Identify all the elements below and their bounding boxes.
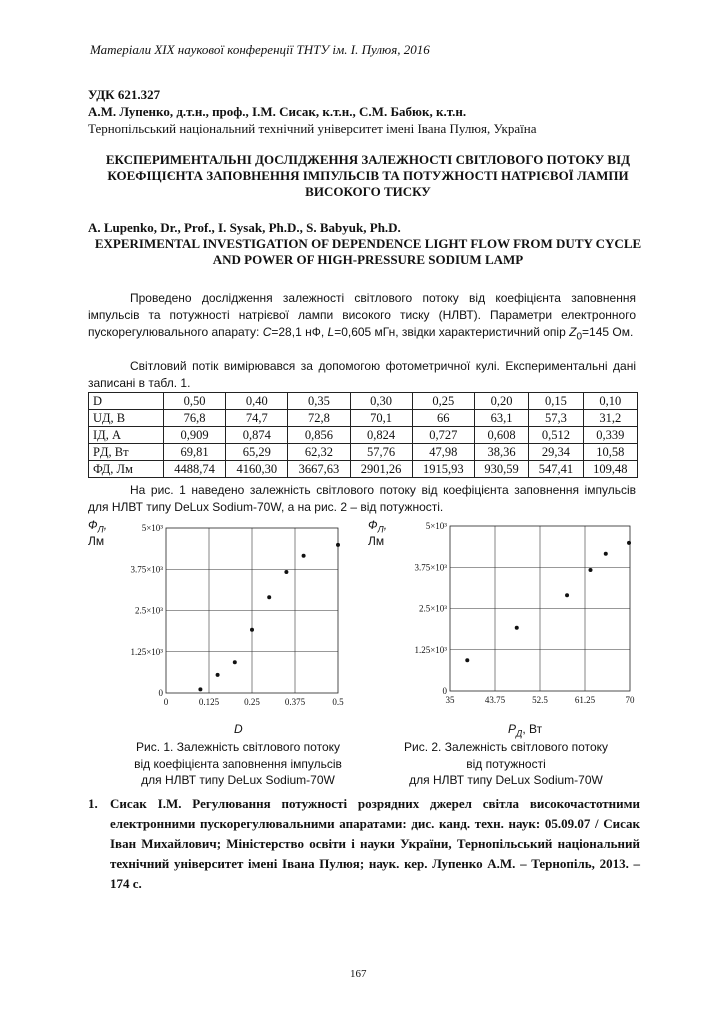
fig2-caption: [376, 739, 636, 789]
table-row: [89, 393, 638, 410]
fig2-caption-line: для НЛВТ типу DeLux Sodium-70W: [409, 773, 603, 787]
table-row: [89, 410, 638, 427]
data-point: [267, 595, 271, 599]
data-point: [233, 660, 237, 664]
table-row-label: PД, Вт: [89, 444, 164, 461]
table-cell: 66: [412, 410, 474, 427]
table-cell: 1915,93: [412, 461, 474, 478]
table-cell: 29,34: [529, 444, 583, 461]
table-cell: 57,3: [529, 410, 583, 427]
data-point: [284, 570, 288, 574]
table-row-label: D: [89, 393, 164, 410]
table-cell: 31,2: [583, 410, 637, 427]
y-tick-label: 1.25×10³: [414, 644, 447, 655]
fig2-y-label: $Ф_Л$, Лм: [368, 518, 388, 549]
x-tick-label: 61.25: [574, 695, 596, 705]
fig1-caption: [108, 739, 368, 789]
para2-text: Світловий потік вимірювався за допомогою фотометричної кулі. Експериментальні дані записані в табл. 1.: [88, 359, 636, 390]
table-cell: 0,10: [583, 393, 637, 410]
reference-number: 1.: [88, 796, 98, 811]
data-point: [336, 543, 340, 547]
x-tick-label: 0.375: [284, 697, 306, 707]
x-tick-label: 0.5: [332, 697, 344, 707]
table-row-label: ФД, Лм: [89, 461, 164, 478]
table-cell: 0,20: [474, 393, 528, 410]
table-cell: 57,76: [350, 444, 412, 461]
table-cell: 0,824: [350, 427, 412, 444]
table-cell: 10,58: [583, 444, 637, 461]
para1-text-c: =0,605 мГн, звідки характеристичний опір: [334, 325, 570, 339]
table-cell: 62,32: [288, 444, 350, 461]
table-cell: 547,41: [529, 461, 583, 478]
fig1-x-label: D: [234, 722, 243, 736]
table-cell: 0,727: [412, 427, 474, 444]
z-symbol: Z: [569, 325, 577, 339]
x-tick-label: 35: [445, 695, 455, 705]
table-row-label: IД, А: [89, 427, 164, 444]
data-point: [589, 568, 593, 572]
y-tick-label: 2.5×10³: [418, 603, 447, 614]
x-tick-label: 70: [625, 695, 635, 705]
y-tick-label: 5×10³: [141, 523, 163, 533]
y-tick-label: 1.25×10³: [130, 646, 163, 657]
y-tick-label: 0: [442, 686, 447, 696]
table-cell: 0,35: [288, 393, 350, 410]
table-row: [89, 427, 638, 444]
table-cell: 0,608: [474, 427, 528, 444]
y-tick-label: 0: [158, 688, 163, 698]
data-point: [302, 554, 306, 558]
table-cell: 0,30: [350, 393, 412, 410]
y-tick-label: 5×10³: [425, 521, 447, 531]
fig1-caption-line: від коефіцієнта заповнення імпульсів: [134, 756, 342, 771]
para1-text-d: =145 Ом.: [582, 325, 634, 339]
fig1-chart: [110, 516, 360, 716]
y-tick-label: 3.75×10³: [130, 564, 163, 575]
table-cell: 4488,74: [164, 461, 226, 478]
x-tick-label: 0.25: [244, 697, 260, 707]
table-cell: 0,512: [529, 427, 583, 444]
x-tick-label: 52.5: [532, 695, 548, 705]
authors-ukrainian: А.М. Лупенко, д.т.н., проф., І.М. Сисак, к.т.н., С.М. Бабюк, к.т.н.: [88, 104, 467, 119]
page-number: 167: [350, 968, 367, 980]
table-cell: 76,8: [164, 410, 226, 427]
table-row: [89, 461, 638, 478]
paragraph-measurement: [88, 358, 636, 392]
reference-item: [88, 794, 640, 894]
table-cell: 70,1: [350, 410, 412, 427]
data-point: [515, 626, 519, 630]
table-cell: 0,874: [226, 427, 288, 444]
x-tick-label: 43.75: [484, 695, 506, 705]
table-cell: 2901,26: [350, 461, 412, 478]
table-cell: 38,36: [474, 444, 528, 461]
table-cell: 0,15: [529, 393, 583, 410]
table-cell: 0,40: [226, 393, 288, 410]
para1-text-b: =28,1 нФ,: [271, 325, 328, 339]
title-english: EXPERIMENTAL INVESTIGATION OF DEPENDENCE LIGHT FLOW FROM DUTY CYCLE AND POWER OF HIGH-PRESSURE SODIUM LAMP: [94, 236, 642, 267]
paragraph-figures: [88, 482, 636, 516]
fig1-caption-line: для НЛВТ типу DeLux Sodium-70W: [141, 773, 335, 787]
data-point: [565, 593, 569, 597]
z-subscript: 0: [576, 331, 583, 343]
data-point: [604, 552, 608, 556]
table-cell: 930,59: [474, 461, 528, 478]
title-ukrainian: ЕКСПЕРИМЕНТАЛЬНІ ДОСЛІДЖЕННЯ ЗАЛЕЖНОСТІ СВІТЛОВОГО ПОТОКУ ВІД КОЕФІЦІЄНТА ЗАПОВНЕННЯ ІМПУЛЬСІВ ТА ПОТУЖНОСТІ НАТРІЄВОЇ ЛАМПИ ВИСОКОГО ТИСКУ: [105, 152, 631, 199]
authors-english: A. Lupenko, Dr., Prof., I. Sysak, Ph.D., S. Babyuk, Ph.D.: [88, 220, 401, 235]
table-cell: 4160,30: [226, 461, 288, 478]
affiliation: Тернопільський національний технічний університет імені Івана Пулюя, Україна: [88, 121, 537, 136]
udk-code: УДК 621.327: [88, 87, 161, 102]
table-row: [89, 444, 638, 461]
y-tick-label: 2.5×10³: [134, 605, 163, 616]
reference-text: Сисак І.М. Регулювання потужності розрядних джерел світла високочастотними електронними пускорегулювальними апаратами: дис. канд. техн. наук: 05.09.07 / Сисак Іван Михайлович; Міністерство освіти і науки України, Тернопільський національний технічний університет імені Івана Пулюя; наук. кер. Лупенко А.М. – Тернопіль, 2013. – 174 с.: [110, 796, 640, 891]
x-tick-label: 0: [163, 697, 169, 707]
para1-text-a: Проведено дослідження залежності світлового потоку від коефіцієнта заповнення імпульсів та потужності натрієвої лампи високого тиску (НЛВТ). Параметри електронного пускорегулювального апарату:: [88, 291, 636, 339]
table-cell: 74,7: [226, 410, 288, 427]
table-cell: 72,8: [288, 410, 350, 427]
paragraph-intro: [88, 290, 636, 345]
conference-header: Матеріали XIX наукової конференції ТНТУ ім. І. Пулюя, 2016: [90, 42, 430, 57]
data-point: [250, 628, 254, 632]
table-cell: 63,1: [474, 410, 528, 427]
data-point: [198, 687, 202, 691]
data-point: [627, 541, 631, 545]
table-cell: 0,25: [412, 393, 474, 410]
table-cell: 0,339: [583, 427, 637, 444]
fig2-caption-line: Рис. 2. Залежність світлового потоку: [403, 740, 609, 754]
table-cell: 109,48: [583, 461, 637, 478]
l-symbol: L: [327, 325, 335, 339]
c-symbol: C: [262, 325, 272, 339]
table-cell: 69,81: [164, 444, 226, 461]
table-cell: 0,50: [164, 393, 226, 410]
data-point: [465, 658, 469, 662]
fig1-y-label: $Ф_Л$, Лм: [88, 518, 108, 549]
fig2-x-label: $P_Д$, Вт: [508, 722, 543, 739]
data-point: [216, 673, 220, 677]
data-table: [88, 392, 638, 478]
table-cell: 0,856: [288, 427, 350, 444]
fig2-caption-line: від потужності: [466, 756, 546, 771]
y-tick-label: 3.75×10³: [414, 562, 447, 573]
table-cell: 3667,63: [288, 461, 350, 478]
fig2-chart: [390, 514, 640, 714]
para3-text: На рис. 1 наведено залежність світлового потоку від коефіцієнта заповнення імпульсів для НЛВТ типу DeLux Sodium-70W, а на рис. 2 – від потужності.: [88, 483, 636, 514]
table-cell: 47,98: [412, 444, 474, 461]
x-tick-label: 0.125: [198, 697, 220, 707]
table-cell: 65,29: [226, 444, 288, 461]
fig1-caption-line: Рис. 1. Залежність світлового потоку: [135, 740, 341, 754]
table-row-label: UД, В: [89, 410, 164, 427]
table-cell: 0,909: [164, 427, 226, 444]
